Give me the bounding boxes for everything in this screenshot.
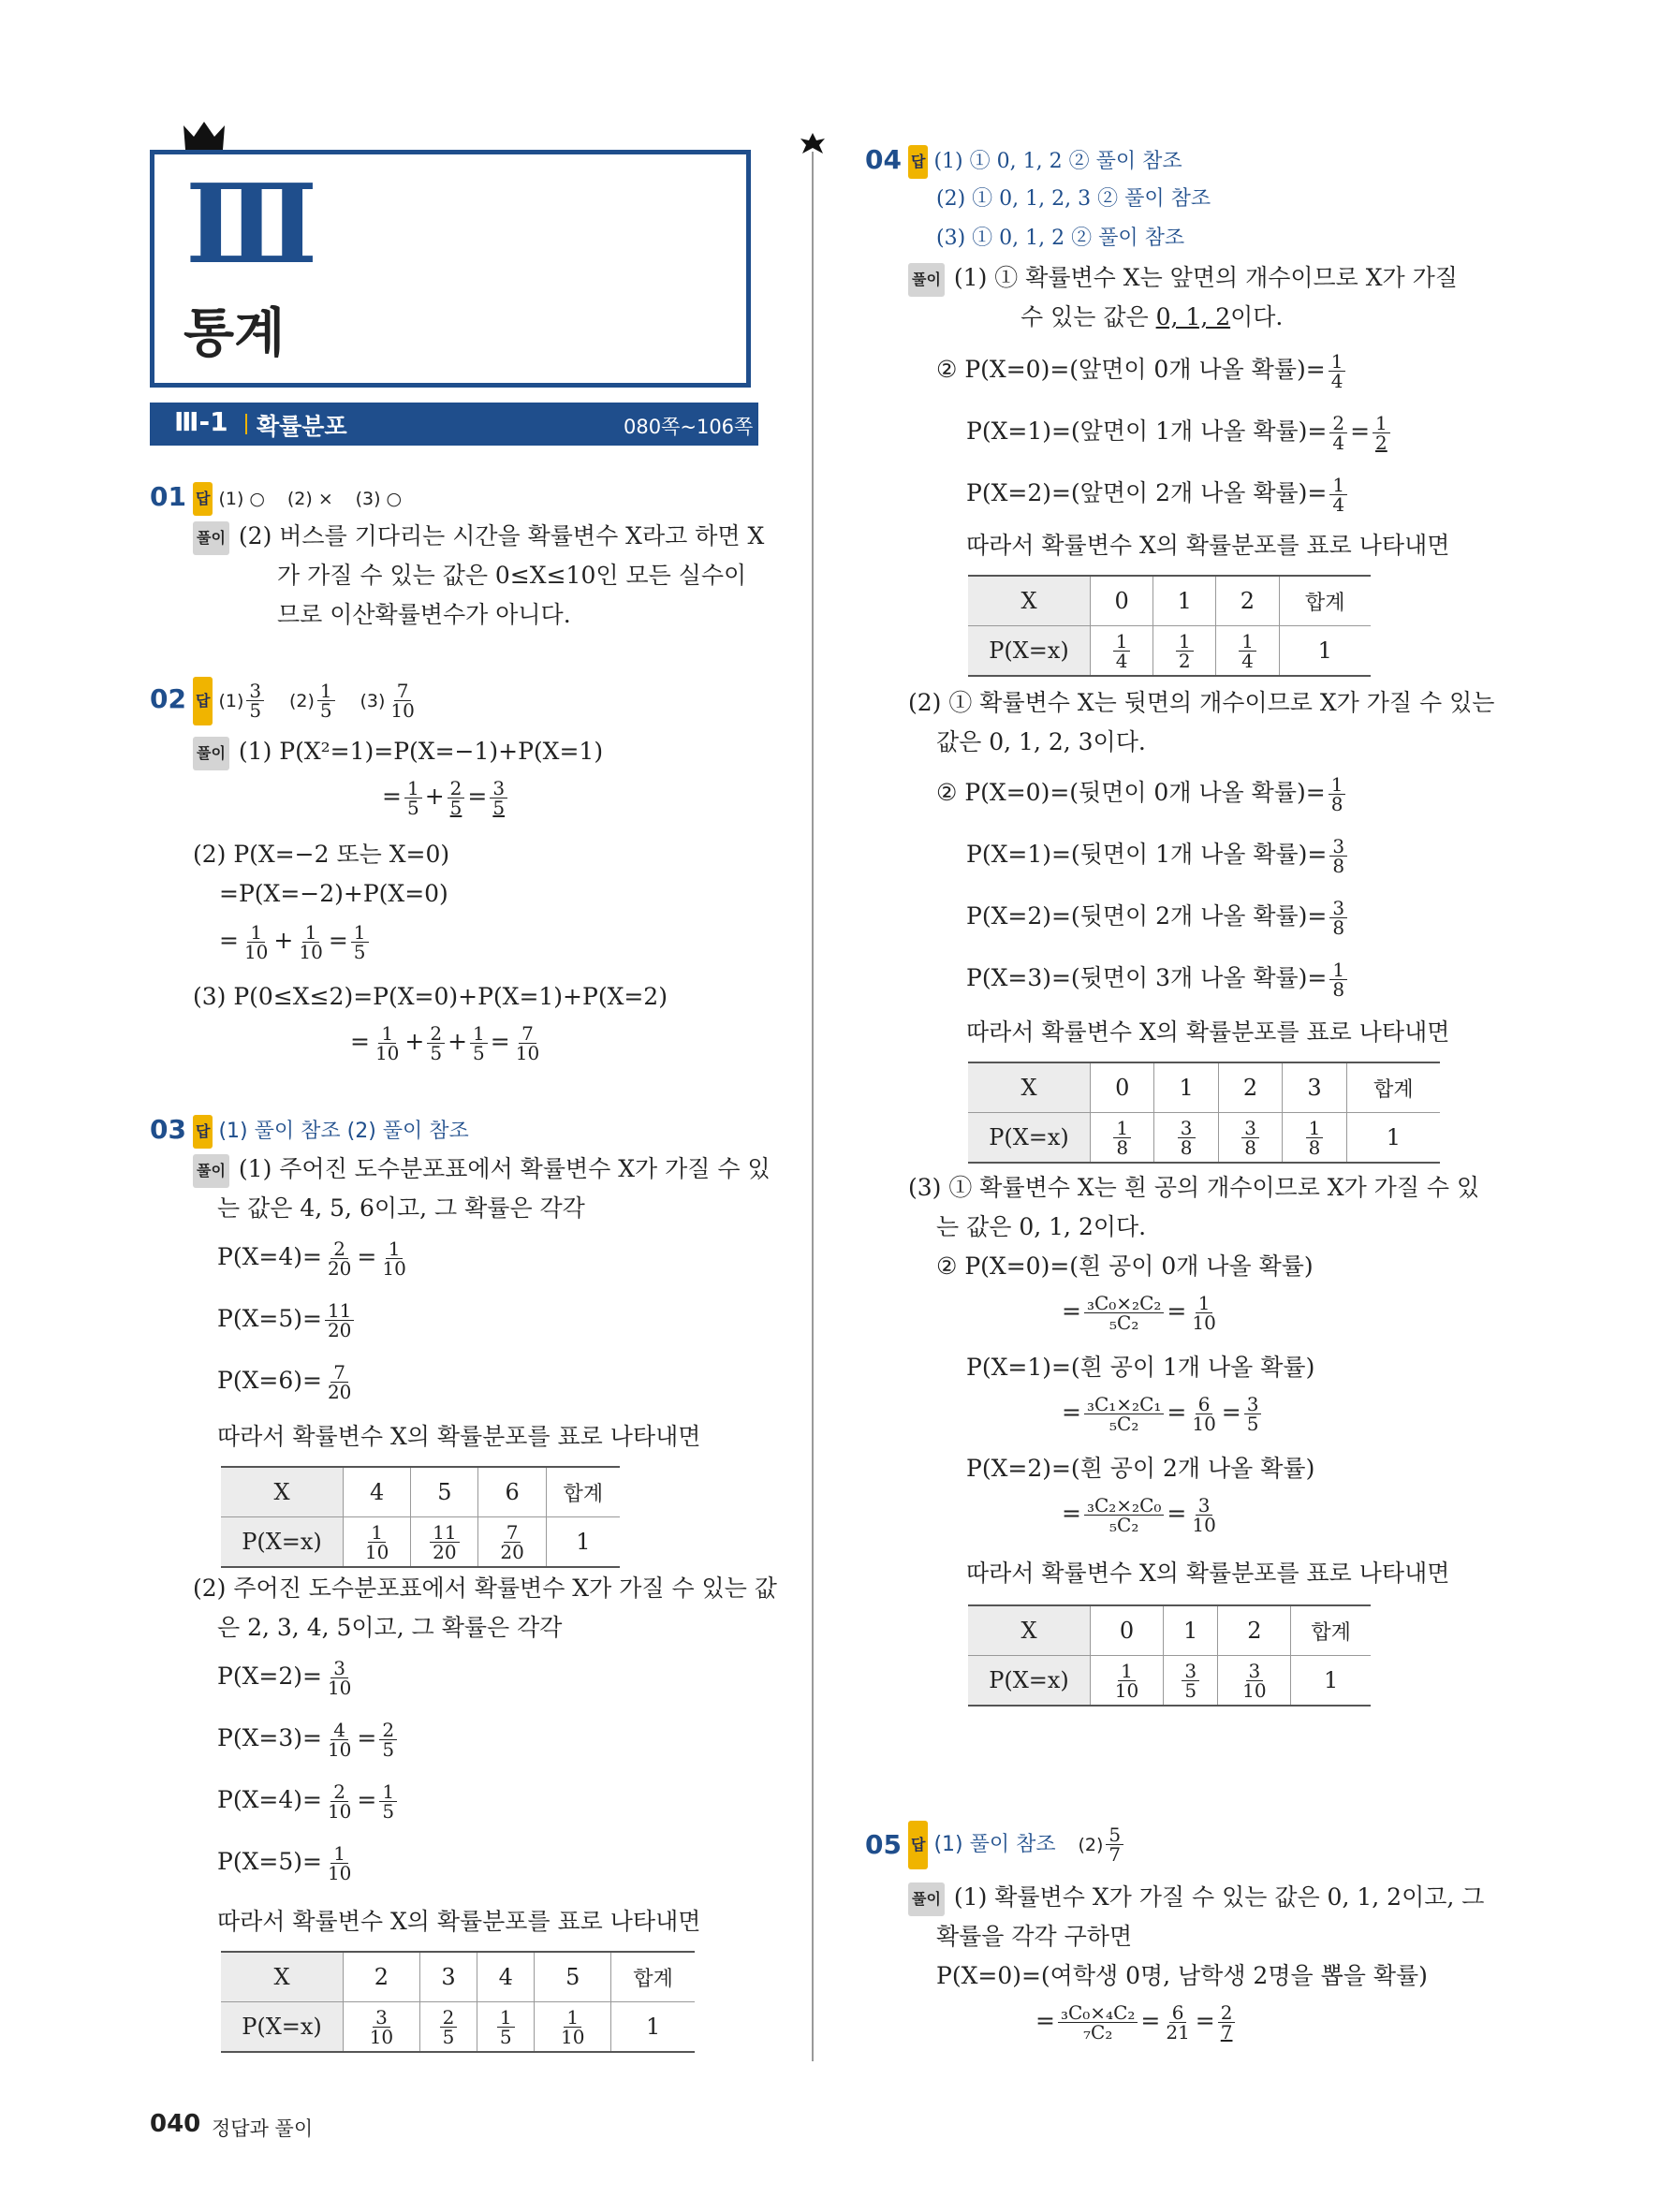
q03-p4: P(X=4)= [217, 1243, 322, 1270]
q01-ans-2: (2) × [286, 489, 333, 509]
table-head-p: P(X=x) [242, 1529, 322, 1555]
q03-sol-line: P(X=4)= $\frac{2}{20}$ = $\frac{1}{10}$ [217, 1238, 406, 1280]
q04-comb-1: ₃C₁×₂C₁ [1084, 1395, 1164, 1414]
q04-sol-line: 따라서 확률변수 X의 확률분포를 표로 나타내면 [966, 532, 1450, 559]
q01-answer [193, 481, 402, 516]
q04-comb-2: ₃C₂×₂C₀ [1084, 1496, 1164, 1516]
table-head-x: X [273, 1964, 290, 1990]
q04-g1: P(X=1)=(뒷면이 1개 나올 확률)= [966, 841, 1328, 868]
chapter-numeral: Ⅲ [185, 161, 318, 288]
q03-sol-line: P(X=4)= $\frac{2}{10}$ = $\frac{1}{5}$ [217, 1777, 400, 1824]
q03-sol-line: P(X=6)= $\frac{7}{20}$ [217, 1361, 352, 1403]
q02-sol-line: (2) P(X=−2 또는 X=0) [193, 841, 450, 868]
q04-number: 04 [865, 144, 902, 175]
q03-ans-text: (1) 풀이 참조 (2) 풀이 참조 [218, 1120, 469, 1143]
solution-badge: 풀이 [193, 737, 229, 770]
q03-q2: P(X=2)= [217, 1663, 322, 1690]
table-row: X 0 1 2 합계 [968, 1605, 1371, 1656]
q02-ans-label: (3) [360, 691, 386, 711]
table-sum-value: 1 [1386, 1124, 1401, 1150]
q03-sol-line: 는 값은 4, 5, 6이고, 그 확률은 각각 [217, 1194, 585, 1222]
q04-g3: P(X=3)=(뒷면이 3개 나올 확률)= [966, 964, 1328, 991]
q04-sol-line: 따라서 확률변수 X의 확률분포를 표로 나타내면 [966, 1560, 1450, 1587]
q04-sol-line: P(X=2)=(앞면이 2개 나올 확률)= $\frac{1}{4}$ [966, 470, 1350, 517]
q03-sol-line [193, 1153, 771, 1188]
q04-comb-5: ₅C₂ [1109, 1413, 1139, 1435]
q01-sol-line: 가 가질 수 있는 값은 0≤X≤10인 모든 실수이 [277, 562, 747, 589]
q01-sol-line [193, 520, 764, 555]
solution-badge: 풀이 [193, 521, 229, 555]
table-row: X 0 1 2 합계 [968, 576, 1371, 626]
table-row: P(X=x) $\frac{3}{10}$ $\frac{2}{5}$ $\frac{1}{5}$ $\frac{1}{10}$ 1 [221, 2002, 695, 2053]
crown-icon [184, 120, 225, 152]
table-head-sum: 합계 [563, 1482, 604, 1506]
q04-answer [908, 144, 1182, 179]
q04-sol-line: 는 값은 0, 1, 2이다. [936, 1213, 1147, 1240]
table-row: X 0 1 2 3 합계 [968, 1062, 1440, 1113]
answer-badge: 답 [193, 677, 213, 725]
q04-sol-line: (2) ① 확률변수 X는 뒷면의 개수이므로 X가 가질 수 있는 [908, 689, 1495, 716]
q05-answer: 답 (1) 풀이 참조 (2) $\frac{5}{7}$ [908, 1820, 1126, 1869]
table-row: X 4 5 6 합계 [221, 1467, 620, 1517]
q05-sol-line: 확률을 각각 구하면 [936, 1923, 1133, 1950]
section-pages: 080쪽~106쪽 [624, 416, 754, 438]
q03-sol-line: 은 2, 3, 4, 5이고, 그 확률은 각각 [217, 1614, 563, 1641]
q03-q5: P(X=5)= [217, 1848, 322, 1875]
q04-comb-0: ₃C₀×₂C₂ [1084, 1294, 1164, 1313]
table-head-sum: 합계 [633, 1967, 673, 1991]
section-divider [245, 414, 247, 434]
answer-badge: 답 [193, 1115, 213, 1149]
table-head-p: P(X=x) [989, 1667, 1069, 1693]
q04-sol-line: (3) ① 확률변수 X는 흰 공의 개수이므로 X가 가질 수 있 [908, 1174, 1480, 1201]
answer-badge: 답 [193, 482, 213, 516]
q02-sol-line [193, 736, 603, 770]
q05-ans-2: (2) [1078, 1835, 1104, 1855]
q04-sol-line: 따라서 확률변수 X의 확률분포를 표로 나타내면 [966, 1018, 1450, 1046]
answer-badge: 답 [908, 145, 928, 179]
q04-sol-line: P(X=2)=(흰 공이 2개 나올 확률) [966, 1455, 1315, 1482]
q03-sol-line: (2) 주어진 도수분포표에서 확률변수 X가 가질 수 있는 값 [193, 1575, 777, 1602]
q04-sol-text: 이다. [1230, 303, 1284, 330]
table-head-p: P(X=x) [989, 1124, 1069, 1150]
q04-sol-line [1020, 301, 1283, 333]
q04-sol-line: ② P(X=0)=(뒷면이 0개 나올 확률)= $\frac{1}{8}$ [936, 769, 1348, 816]
q02-sol-line: = $\frac{1}{5}$ + $\frac{2}{5}$ = $\frac{3}{5}$ [382, 773, 510, 820]
section-title: 확률분포 [257, 413, 347, 440]
table-head-x: X [1020, 588, 1037, 614]
answer-badge: 답 [908, 1821, 928, 1869]
q05-comb-den: ₇C₂ [1083, 2021, 1113, 2044]
q03-sol-line: 따라서 확률변수 X의 확률분포를 표로 나타내면 [217, 1423, 701, 1450]
q04-f0: ② P(X=0)=(앞면이 0개 나올 확률)= [936, 356, 1326, 383]
q04-table-2 [968, 1062, 1440, 1164]
table-row: X 2 3 4 5 합계 [221, 1952, 695, 2002]
q04-sol-line: ② P(X=0)=(흰 공이 0개 나올 확률) [936, 1252, 1314, 1280]
q04-sol-line: 값은 0, 1, 2, 3이다. [936, 728, 1146, 755]
table-head-x: X [1020, 1075, 1037, 1101]
table-sum-value: 1 [645, 2014, 661, 2040]
table-head-p: P(X=x) [989, 637, 1069, 664]
column-divider [812, 152, 814, 2061]
q04-table-3 [968, 1604, 1371, 1707]
q05-sol-line: P(X=0)=(여학생 0명, 남학생 2명을 뽑을 확률) [936, 1962, 1428, 1989]
table-sum-value: 1 [1317, 637, 1332, 664]
q04-sol-line: P(X=1)=(뒷면이 1개 나올 확률)= $\frac{3}{8}$ [966, 831, 1350, 878]
table-sum-value: 1 [576, 1529, 591, 1555]
q05-sol-line [908, 1882, 1484, 1916]
q01-sol-text: (2) 버스를 기다리는 시간을 확률변수 X라고 하면 X [238, 522, 765, 549]
q04-answer-3: (3) ① 0, 1, 2 ② 풀이 참조 [936, 227, 1185, 250]
table-row: P(X=x) $\frac{1}{8}$ $\frac{3}{8}$ $\frac{3}{8}$ $\frac{1}{8}$ 1 [968, 1113, 1440, 1164]
q03-sol-line: 따라서 확률변수 X의 확률분포를 표로 나타내면 [217, 1908, 701, 1935]
q04-ans-1: (1) ① 0, 1, 2 ② 풀이 참조 [933, 150, 1182, 173]
q03-sol-line: P(X=5)= $\frac{1}{10}$ [217, 1842, 352, 1884]
q04-comb-5: ₅C₂ [1109, 1311, 1139, 1334]
solution-badge: 풀이 [908, 1882, 945, 1916]
q04-table-1 [968, 575, 1371, 677]
q03-p6: P(X=6)= [217, 1367, 322, 1394]
table-head-sum: 합계 [1305, 591, 1345, 615]
q03-table-1 [221, 1466, 620, 1568]
q02-ans-label: (2) [288, 691, 315, 711]
table-head-sum: 합계 [1311, 1620, 1351, 1645]
footer-text: 정답과 풀이 [212, 2117, 314, 2140]
q03-p5: P(X=5)= [217, 1305, 322, 1332]
solution-badge: 풀이 [193, 1154, 229, 1188]
q03-sol-line: P(X=5)= $\frac{11}{20}$ [217, 1296, 357, 1342]
chapter-title: 통계 [184, 303, 286, 364]
table-head-p: P(X=x) [242, 2014, 322, 2040]
table-sum-value: 1 [1324, 1667, 1339, 1693]
q04-sol-line [908, 262, 1458, 297]
q02-sol-line: = $\frac{1}{10}$ + $\frac{2}{5}$ + $\frac{1}{5}$ = $\frac{7}{10}$ [350, 1022, 540, 1064]
table-row: P(X=x) $\frac{1}{10}$ $\frac{3}{5}$ $\frac{3}{10}$ 1 [968, 1656, 1371, 1707]
table-head-x: X [273, 1479, 290, 1505]
q05-sol-text: (1) 확률변수 X가 가질 수 있는 값은 0, 1, 2이고, 그 [953, 1883, 1485, 1911]
q03-sol-line: P(X=3)= $\frac{4}{10}$ = $\frac{2}{5}$ [217, 1715, 400, 1762]
q04-sol-line: = $\frac{\text{₃C₂×₂C₀}}{\text{₅C₂}}$ = $\frac{3}{10}$ [1062, 1494, 1216, 1536]
table-row: P(X=x) $\frac{1}{4}$ $\frac{1}{2}$ $\frac{1}{4}$ 1 [968, 626, 1371, 677]
q05-number: 05 [865, 1829, 902, 1860]
q04-sol-text: 수 있는 값은 [1020, 303, 1149, 330]
q04-comb-5: ₅C₂ [1109, 1514, 1139, 1536]
q03-q3: P(X=3)= [217, 1724, 322, 1751]
q05-comb-num: ₃C₀×₄C₂ [1058, 2003, 1138, 2023]
q05-sol-line: = $\frac{\text{₃C₀×₄C₂}}{\text{₇C₂}}$ = $\frac{6}{21}$ = $\frac{2}{7}$ [1035, 1998, 1238, 2044]
q01-ans-1: (1) ○ [218, 489, 266, 509]
q03-answer [193, 1114, 469, 1149]
section-code: Ⅲ-1 [174, 406, 228, 437]
q04-g0: ② P(X=0)=(뒷면이 0개 나올 확률)= [936, 779, 1326, 806]
q04-sol-line: = $\frac{\text{₃C₁×₂C₁}}{\text{₅C₂}}$ = $\frac{6}{10}$ = $\frac{3}{5}$ [1062, 1389, 1264, 1436]
q02-sol-text: (1) P(X²=1)=P(X=−1)+P(X=1) [238, 738, 604, 765]
q04-sol-line: P(X=2)=(뒷면이 2개 나올 확률)= $\frac{3}{8}$ [966, 893, 1350, 940]
q03-sol-line: P(X=2)= $\frac{3}{10}$ [217, 1657, 352, 1699]
q04-sol-line: P(X=1)=(앞면이 1개 나올 확률)= $\frac{2}{4}$ = $\frac{1}{2}$ [966, 408, 1393, 455]
table-head-x: X [1020, 1618, 1037, 1644]
q01-sol-line: 므로 이산확률변수가 아니다. [277, 601, 571, 628]
table-head-sum: 합계 [1373, 1077, 1414, 1102]
q02-sol-line: (3) P(0≤X≤2)=P(X=0)+P(X=1)+P(X=2) [193, 983, 668, 1010]
q03-q4: P(X=4)= [217, 1786, 322, 1813]
q04-sol-text: (1) ① 확률변수 X는 앞면의 개수이므로 X가 가질 [953, 264, 1458, 291]
q04-answer-2: (2) ① 0, 1, 2, 3 ② 풀이 참조 [936, 187, 1211, 211]
q03-table-2 [221, 1951, 695, 2053]
q02-ans-label: (1) [218, 691, 244, 711]
q05-ans-1: (1) 풀이 참조 [933, 1833, 1056, 1856]
q02-number: 02 [150, 683, 186, 714]
q04-sol-line: P(X=3)=(뒷면이 3개 나올 확률)= $\frac{1}{8}$ [966, 955, 1350, 1002]
q02-answer: 답 (1) $\frac{3}{5}$ (2) $\frac{1}{5}$ (3) $\frac{7}{10}$ [193, 676, 420, 725]
table-row: P(X=x) $\frac{1}{10}$ $\frac{11}{20}$ $\frac{7}{20}$ 1 [221, 1517, 620, 1568]
q04-sol-line: ② P(X=0)=(앞면이 0개 나올 확률)= $\frac{1}{4}$ [936, 346, 1348, 393]
footer-page-number: 040 [150, 2110, 201, 2138]
q03-number: 03 [150, 1114, 186, 1145]
q03-sol-text: (1) 주어진 도수분포표에서 확률변수 X가 가질 수 있 [238, 1155, 771, 1182]
q04-sol-line: = $\frac{\text{₃C₀×₂C₂}}{\text{₅C₂}}$ = $\frac{1}{10}$ [1062, 1292, 1216, 1334]
q04-f1: P(X=1)=(앞면이 1개 나올 확률)= [966, 417, 1328, 445]
q04-sol-underlined: 0, 1, 2 [1155, 303, 1231, 330]
q04-sol-line: P(X=1)=(흰 공이 1개 나올 확률) [966, 1354, 1315, 1381]
q02-sol-line: =P(X=−2)+P(X=0) [219, 880, 448, 907]
q04-g2: P(X=2)=(뒷면이 2개 나올 확률)= [966, 902, 1328, 930]
q04-f2: P(X=2)=(앞면이 2개 나올 확률)= [966, 479, 1328, 506]
q01-ans-3: (3) ○ [355, 489, 403, 509]
q01-number: 01 [150, 481, 186, 512]
q02-sol-line: = $\frac{1}{10}$ + $\frac{1}{10}$ = $\frac{1}{5}$ [219, 917, 372, 964]
solution-badge: 풀이 [908, 263, 945, 297]
